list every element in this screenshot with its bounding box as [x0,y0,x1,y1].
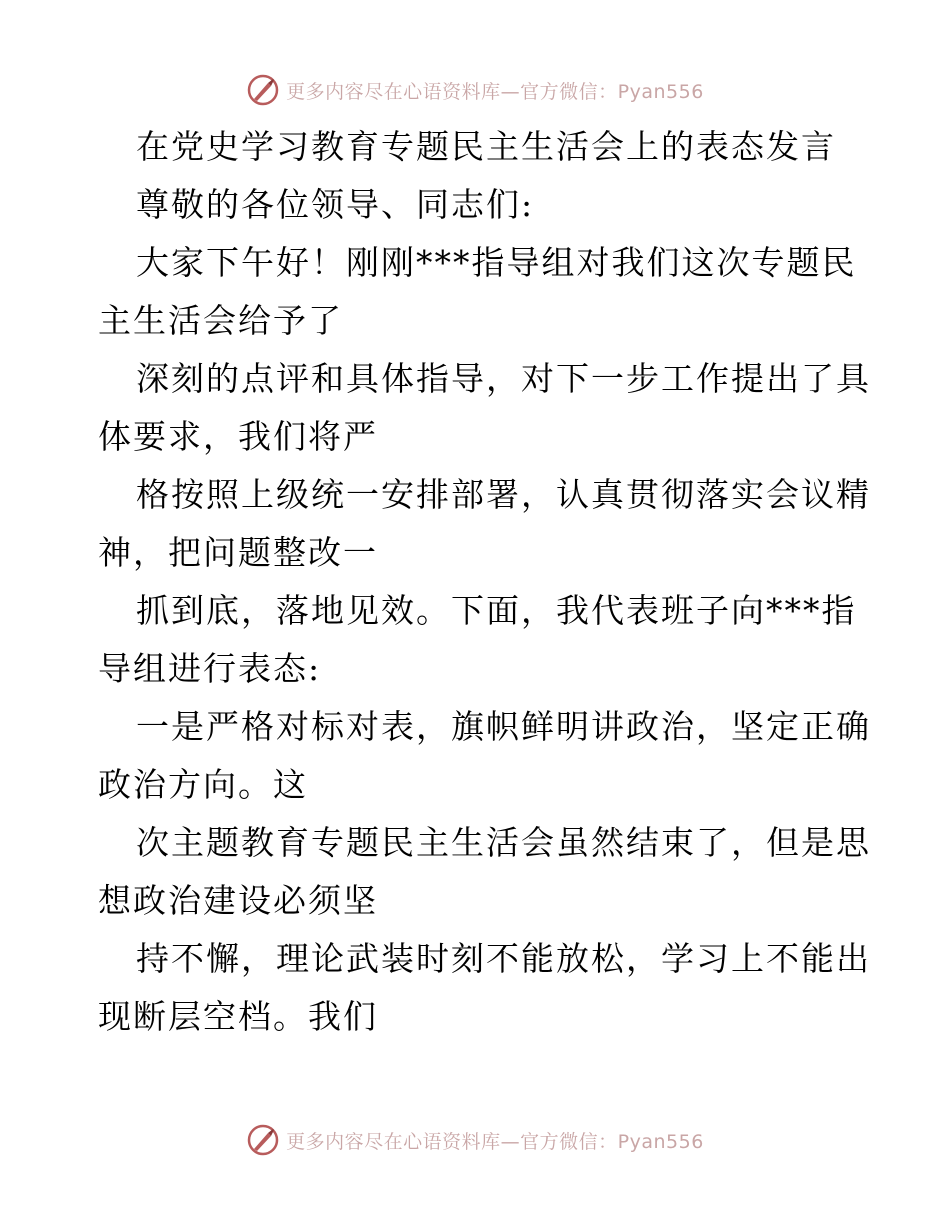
text-line: 尊敬的各位领导、同志们: [136,185,535,224]
text-line: 格按照上级统一安排部署，认真贯彻落实会议精 [136,475,871,514]
text-line: 想政治建设必须坚 [98,881,378,920]
text-line: 在党史学习教育专题民主生活会上的表态发言 [136,127,836,166]
pen-circle-icon [246,1123,280,1157]
pen-circle-icon [246,73,280,107]
text-line: 大家下午好！刚刚***指导组对我们这次专题民 [136,243,857,282]
watermark-banner-bottom [0,1120,950,1160]
text-line: 次主题教育专题民主生活会虽然结束了，但是思 [136,823,871,862]
watermark-text: 更多内容尽在心语资料库—官方微信：Pyan556 [286,1130,704,1153]
text-line: 现断层空档。我们 [98,997,378,1036]
text-line: 持不懈，理论武装时刻不能放松，学习上不能出 [136,939,871,978]
watermark-text: 更多内容尽在心语资料库—官方微信：Pyan556 [286,80,704,103]
document-body [98,118,871,1046]
text-line: 政治方向。这 [98,765,308,804]
text-line: 深刻的点评和具体指导，对下一步工作提出了具 [136,359,871,398]
text-line: 体要求，我们将严 [98,417,378,456]
text-line: 抓到底，落地见效。下面，我代表班子向***指 [136,591,857,630]
watermark-banner-top [0,70,950,110]
text-line: 一是严格对标对表，旗帜鲜明讲政治，坚定正确 [136,707,871,746]
text-line: 导组进行表态: [98,649,322,688]
text-line: 神，把问题整改一 [98,533,378,572]
text-line: 主生活会给予了 [98,301,343,340]
